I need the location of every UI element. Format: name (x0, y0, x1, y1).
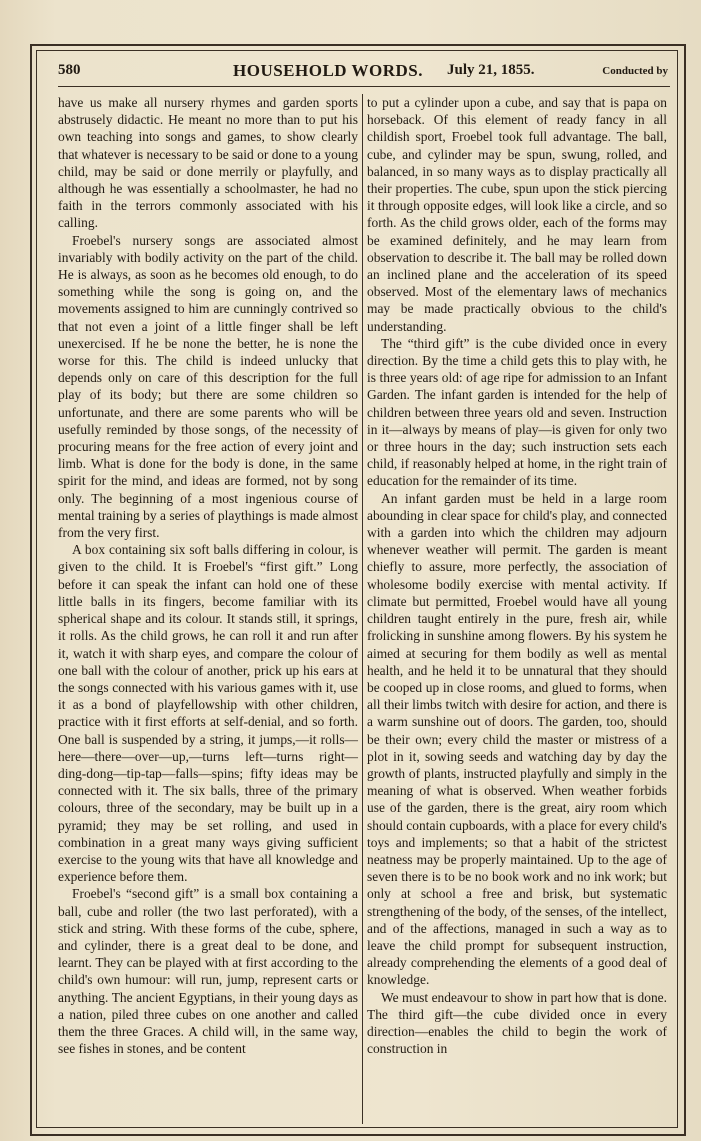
conducted-by-note: Conducted by (602, 65, 668, 77)
paragraph: The “third gift” is the cube divided once in every direction. By the time a child gets this to play with, he is three years old: of age ripe for admission to an Infant Garden. The infant garden is intended for the help of children between three years old and seven. Instruction in it—always by means of play—is given for only two or three hours in the day; such instruction sets each child, if reasonably helped at home, in the right train of education for the remainder of its time. (367, 335, 667, 489)
issue-date: July 21, 1855. (447, 62, 535, 78)
page-number: 580 (58, 62, 81, 78)
paragraph: An infant garden must be held in a large room abounding in clear space for child's play, and connected with a garden into which the children may adjourn whenever weather will permit. The garden is meant chiefly to assure, more perfectly, the association of wholesome bodily exercise with mental activity. If climate but permitted, Froebel would have all young children taught entirely in the pure, fresh air, while frolicking in sunshine among flowers. By his system he aimed at securing for them bodily as well as mental health, and he held it to be unnatural that they should be cooped up in close rooms, and glued to forms, when all their limbs twitch with desire for action, and there is a warm sunshine out of doors. The garden, too, should be their own; every child the master or mistress of a plot in it, sowing seeds and watching day by day the growth of plants, instructed playfully and simply in the meaning of what is observed. When weather forbids use of the garden, there is the great, airy room which should contain cupboards, with a place for every child's toys and implements; so that a habit of the strictest neatness may be properly maintained. Up to the age of seven there is to be no book work and no ink work; but only at school a free and brisk, but systematic strengthening of the body, of the senses, of the intellect, and of the affections, managed in such a way as to leave the child prompt for subsequent instruction, already comprehending the elements of a good deal of knowledge. (367, 490, 667, 988)
paragraph: Froebel's nursery songs are associated almost invariably with bodily activity on the part of the child. He is always, as soon as he becomes old enough, to do something while the song is going on, and the movements assigned to him are cunningly contrived so that not even a joint of a little finger shall be left unexercised. If he be none the better, he is none the worse for this. The child is indeed unlucky that depends only on care of this description for the full play of its body; but there are some children so unfortunate, and there are some parents who will be usefully reminded by those songs, of the necessity of procuring means for the free action of every joint and limb. What is done for the body is done, in the same spirit for the mind, and ideas are formed, not by song only. The beginning of a most ingenious course of mental training by a series of playthings is made almost from the very first. (58, 232, 358, 541)
column-divider (362, 94, 363, 1124)
paragraph: Froebel's “second gift” is a small box containing a ball, cube and roller (the two last perforated), with a stick and string. With these forms of the cube, sphere, and cylinder, there is a great deal to be done, and learnt. They can be played with at first according to the child's own humour: will run, jump, represent carts or anything. The ancient Egyptians, in their young days as a nation, piled three cubes on one another and called them the three Graces. A child will, in the same way, see fishes in stones, and be content (58, 886, 358, 1057)
paragraph: We must endeavour to show in part how that is done. The third gift—the cube divided once in every direction—enables the child to begin the work of construction in (367, 989, 667, 1057)
left-column (58, 94, 358, 1057)
paragraph: to put a cylinder upon a cube, and say that is papa on horseback. Of this element of ready fancy in all childish sport, Froebel took full advantage. The ball, cube, and cylinder may be spun, swung, rolled, and balanced, in so many ways as to display practically all their properties. The cube, spun upon the stick piercing it through opposite edges, will look like a circle, and so forth. As the child grows older, each of the forms may be examined definitely, and he may learn from observation to describe it. The ball may be rolled down an inclined plane and the acceleration of its speed observed. Most of the elementary laws of mechanics may be made practically obvious to the child's understanding. (367, 95, 667, 334)
paragraph: A box containing six soft balls differing in colour, is given to the child. It is Froebel's “first gift.” Long before it can speak the infant can hold one of these little balls in its fingers, become familiar with its spherical shape and its colour. It stands still, it springs, it rolls. As the child grows, he can roll it and run after it, watch it with sharp eyes, and compare the colour of one ball with the colour of another, prick up his ears at the songs connected with his various games with it, use it as a bond of playfellowship with other children, practice with it first efforts at self-denial, and so forth. One ball is suspended by a string, it jumps,—it rolls—here—there—over—up,—turns left—turns right—ding-dong—tip-tap—falls—spins; fifty ideas may be connected with it. The six balls, three of the primary colours, three of the secondary, may be built up in a pyramid; they may be set rolling, and used in combination in a great many ways giving sufficient exercise to the young wits that have all knowledge and experience before them. (58, 542, 358, 885)
running-header (58, 62, 668, 86)
journal-title: HOUSEHOLD WORDS. (233, 61, 424, 80)
header-rule (58, 86, 670, 87)
paragraph: have us make all nursery rhymes and garden sports abstrusely didactic. He meant no more than to put his own teaching into songs and games, to show clearly that whatever is necessary to be said or done to a young child, may be said or done merrily or playfully, and although he was essentially a schoolmaster, he had no faith in the terrors commonly associated with his calling. (58, 95, 358, 231)
right-column (367, 94, 667, 1057)
